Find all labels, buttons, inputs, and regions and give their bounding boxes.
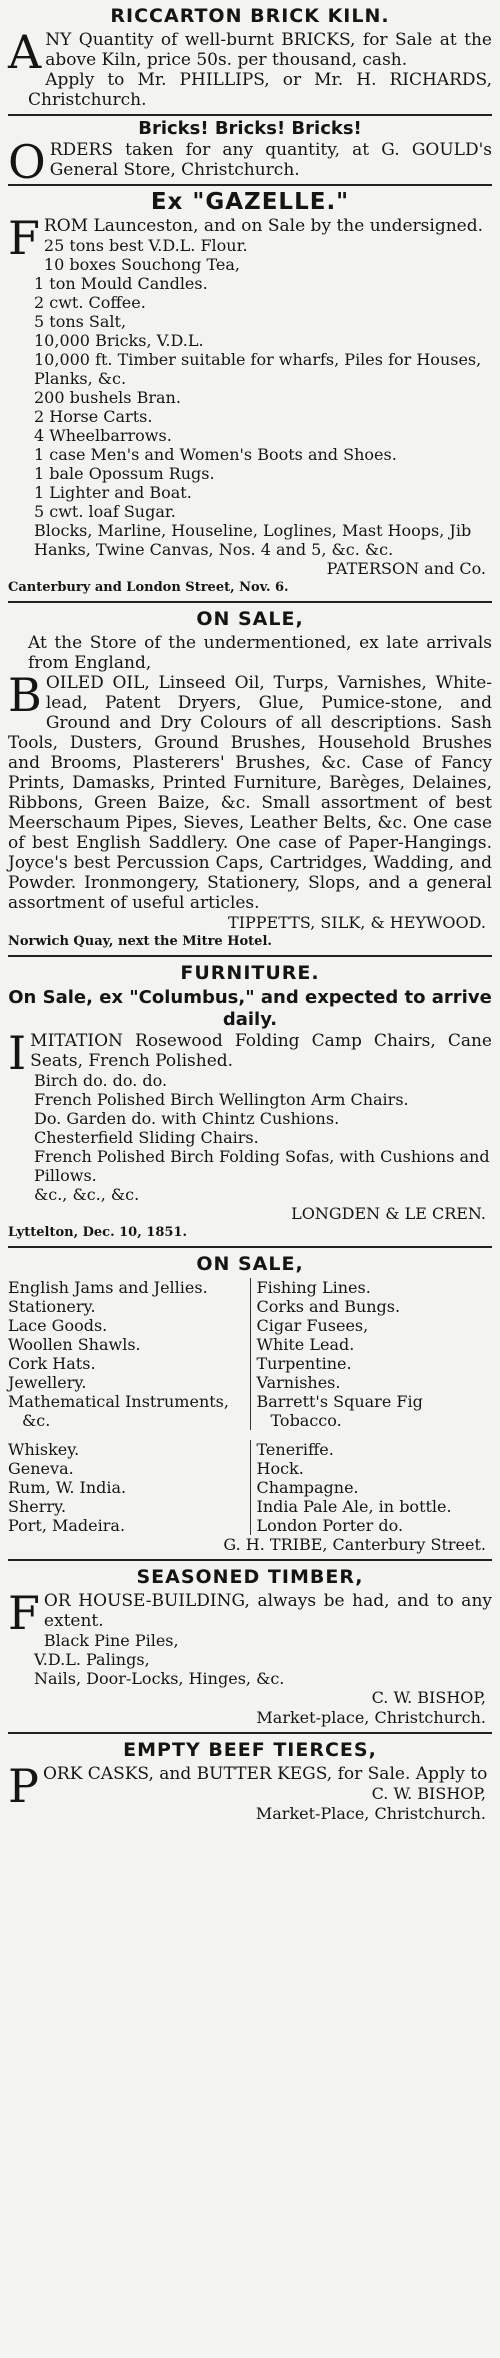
ad-heading: Bricks! Bricks! Bricks! bbox=[138, 118, 362, 139]
drop-cap: A bbox=[8, 25, 42, 79]
ad-heading: ON SALE, bbox=[196, 608, 304, 630]
ad-text: NY Quantity of well-burnt BRICKS, for Sale at the above Kiln, price 50s. per thousand, cash. bbox=[45, 30, 492, 70]
ad-intro: At the Store of the undermentioned, ex late arrivals from England, bbox=[28, 633, 492, 673]
ad-heading: EMPTY BEEF TIERCES, bbox=[123, 1739, 377, 1761]
ad-body bbox=[8, 135, 492, 189]
list-item: English Jams and Jellies. bbox=[8, 1278, 208, 1297]
ad-seasoned-timber bbox=[8, 1561, 492, 1734]
list-item: 10,000 Bricks, V.D.L. bbox=[34, 331, 204, 350]
left-column bbox=[8, 1440, 251, 1535]
list-item: 2 Horse Carts. bbox=[34, 407, 153, 426]
list-item: 1 case Men's and Women's Boots and Shoes. bbox=[34, 445, 397, 464]
list-item: Woollen Shawls. bbox=[8, 1335, 141, 1354]
ad-footer: Norwich Quay, next the Mitre Hotel. bbox=[8, 934, 272, 949]
ad-text: MITATION Rosewood Folding Camp Chairs, Cane Seats, French Polished. bbox=[30, 1031, 492, 1071]
item-list bbox=[8, 1071, 492, 1204]
ad-heading: Ex "GAZELLE." bbox=[150, 189, 350, 215]
ad-text: OILED OIL, Linseed Oil, Turps, Varnishes, White-lead, Patent Dryers, Glue, Pumice-stone, and Ground and Dry Colours of all descriptions. Sash Tools, Dusters, Ground Brushes, Household Brushes and Brooms, Plasterers' Brushes, &c. Case of Fancy Prints, Damasks, Printed Furniture, Barèges, Delaines, Ribbons, Green Baize, &c. Small assortment of best Meerschaum Pipes, Sieves, Leather Belts, &c. One case of best English Saddlery. One case of Paper-Hangings. Joyce's best Percussion Caps, Cartridges, Wadding, and Powder. Ironmongery, Stationery, Slops, and a general assortment of useful articles. bbox=[8, 673, 492, 913]
ad-heading: RICCARTON BRICK KILN. bbox=[110, 5, 390, 27]
ad-apply: Apply to Mr. PHILLIPS, or Mr. H. RICHARDS, Christchurch. bbox=[28, 70, 492, 110]
list-item: French Polished Birch Folding Sofas, with Cushions and Pillows. bbox=[34, 1147, 490, 1185]
list-item: Mathematical Instruments, &c. bbox=[8, 1392, 229, 1430]
list-item: Turpentine. bbox=[256, 1354, 352, 1373]
list-item: Rum, W. India. bbox=[8, 1478, 127, 1497]
list-item: &c., &c., &c. bbox=[34, 1185, 140, 1204]
drop-cap: P bbox=[8, 1759, 39, 1813]
list-item: Hock. bbox=[256, 1459, 304, 1478]
list-item: Blocks, Marline, Houseline, Loglines, Mast Hoops, Jib Hanks, Twine Canvas, Nos. 4 and 5, &c. &c. bbox=[34, 521, 472, 559]
ad-gazelle bbox=[8, 186, 492, 603]
list-item: Geneva. bbox=[8, 1459, 74, 1478]
item-list bbox=[8, 236, 492, 559]
ad-signature: LONGDEN & LE CREN. bbox=[291, 1204, 486, 1223]
list-item: Port, Madeira. bbox=[8, 1516, 126, 1535]
ad-body bbox=[8, 668, 492, 913]
ad-bricks bbox=[8, 116, 492, 189]
list-item: India Pale Ale, in bottle. bbox=[256, 1497, 452, 1516]
list-item: Jewellery. bbox=[8, 1373, 87, 1392]
drop-cap: F bbox=[8, 211, 40, 265]
list-item: 2 cwt. Coffee. bbox=[34, 293, 146, 312]
list-item: Teneriffe. bbox=[256, 1440, 334, 1459]
list-item: Sherry. bbox=[8, 1497, 67, 1516]
ad-place: Market-Place, Christchurch. bbox=[255, 1804, 486, 1823]
list-item: Birch do. do. do. bbox=[34, 1071, 168, 1090]
list-item: 5 tons Salt, bbox=[34, 312, 127, 331]
list-item: Barrett's Square Fig Tobacco. bbox=[256, 1392, 423, 1430]
drop-cap: I bbox=[8, 1026, 27, 1080]
list-item: 1 ton Mould Candles. bbox=[34, 274, 208, 293]
list-item: 4 Wheelbarrows. bbox=[34, 426, 172, 445]
list-item: Varnishes. bbox=[256, 1373, 341, 1392]
ad-text: ORK CASKS, and BUTTER KEGS, for Sale. Apply to bbox=[42, 1764, 488, 1784]
ad-signature: G. H. TRIBE, Canterbury Street. bbox=[223, 1535, 486, 1554]
list-item: 1 bale Opossum Rugs. bbox=[34, 464, 215, 483]
list-item: V.D.L. Palings, bbox=[34, 1650, 150, 1669]
right-column bbox=[251, 1440, 493, 1535]
list-item: Lace Goods. bbox=[8, 1316, 108, 1335]
two-column-list bbox=[8, 1440, 492, 1535]
ad-text: OR HOUSE-BUILDING, always be had, and to any extent. bbox=[43, 1591, 492, 1631]
list-item: Cork Hats. bbox=[8, 1354, 96, 1373]
item-list bbox=[8, 1631, 492, 1688]
ad-heading: FURNITURE. bbox=[180, 962, 320, 984]
ad-text: ROM Launceston, and on Sale by the undersigned. bbox=[43, 216, 483, 236]
ad-subheading: On Sale, ex "Columbus," and expected to arrive daily. bbox=[8, 987, 492, 1030]
list-item: Fishing Lines. bbox=[256, 1278, 371, 1297]
ad-signature: TIPPETTS, SILK, & HEYWOOD. bbox=[228, 913, 486, 932]
ad-on-sale-tribe bbox=[8, 1248, 492, 1561]
list-item: 200 bushels Bran. bbox=[34, 388, 181, 407]
list-item: Cigar Fusees, bbox=[256, 1316, 369, 1335]
ad-furniture bbox=[8, 957, 492, 1248]
list-item: 10 boxes Souchong Tea, bbox=[43, 255, 240, 274]
list-item: 25 tons best V.D.L. Flour. bbox=[43, 236, 248, 255]
ad-signature: C. W. BISHOP, bbox=[371, 1688, 486, 1707]
list-item: Black Pine Piles, bbox=[43, 1631, 179, 1650]
list-item: White Lead. bbox=[256, 1335, 355, 1354]
list-item: Chesterfield Sliding Chairs. bbox=[34, 1128, 259, 1147]
ad-heading: SEASONED TIMBER, bbox=[136, 1566, 364, 1588]
ad-text: RDERS taken for any quantity, at G. GOULD's General Store, Christchurch. bbox=[49, 140, 492, 180]
list-item: Champagne. bbox=[256, 1478, 359, 1497]
ad-intro bbox=[8, 1586, 492, 1640]
ad-footer: Lyttelton, Dec. 10, 1851. bbox=[8, 1225, 187, 1240]
drop-cap: O bbox=[8, 135, 46, 189]
list-item: Do. Garden do. with Chintz Cushions. bbox=[34, 1109, 340, 1128]
list-item: 10,000 ft. Timber suitable for wharfs, Piles for Houses, Planks, &c. bbox=[34, 350, 482, 388]
ad-intro bbox=[8, 1026, 492, 1080]
list-item: London Porter do. bbox=[256, 1516, 404, 1535]
two-column-list bbox=[8, 1278, 492, 1430]
ad-on-sale-tippetts bbox=[8, 603, 492, 957]
list-item: Nails, Door-Locks, Hinges, &c. bbox=[34, 1669, 285, 1688]
list-item: Whiskey. bbox=[8, 1440, 80, 1459]
left-column bbox=[8, 1278, 251, 1430]
list-item: 5 cwt. loaf Sugar. bbox=[34, 502, 176, 521]
drop-cap: B bbox=[8, 668, 42, 722]
list-item: French Polished Birch Wellington Arm Chairs. bbox=[34, 1090, 409, 1109]
ad-place: Market-place, Christchurch. bbox=[256, 1708, 486, 1727]
ad-riccarton-brick-kiln bbox=[8, 0, 492, 116]
ad-signature: PATERSON and Co. bbox=[326, 559, 486, 578]
list-item: Stationery. bbox=[8, 1297, 96, 1316]
ad-footer: Canterbury and London Street, Nov. 6. bbox=[8, 580, 289, 595]
ad-heading: ON SALE, bbox=[196, 1253, 304, 1275]
list-item: Corks and Bungs. bbox=[256, 1297, 401, 1316]
ad-beef-tierces bbox=[8, 1734, 492, 1828]
ad-signature: C. W. BISHOP, bbox=[371, 1784, 486, 1803]
list-item: 1 Lighter and Boat. bbox=[34, 483, 192, 502]
right-column bbox=[251, 1278, 493, 1430]
drop-cap: F bbox=[8, 1586, 40, 1640]
ad-body bbox=[8, 25, 492, 79]
